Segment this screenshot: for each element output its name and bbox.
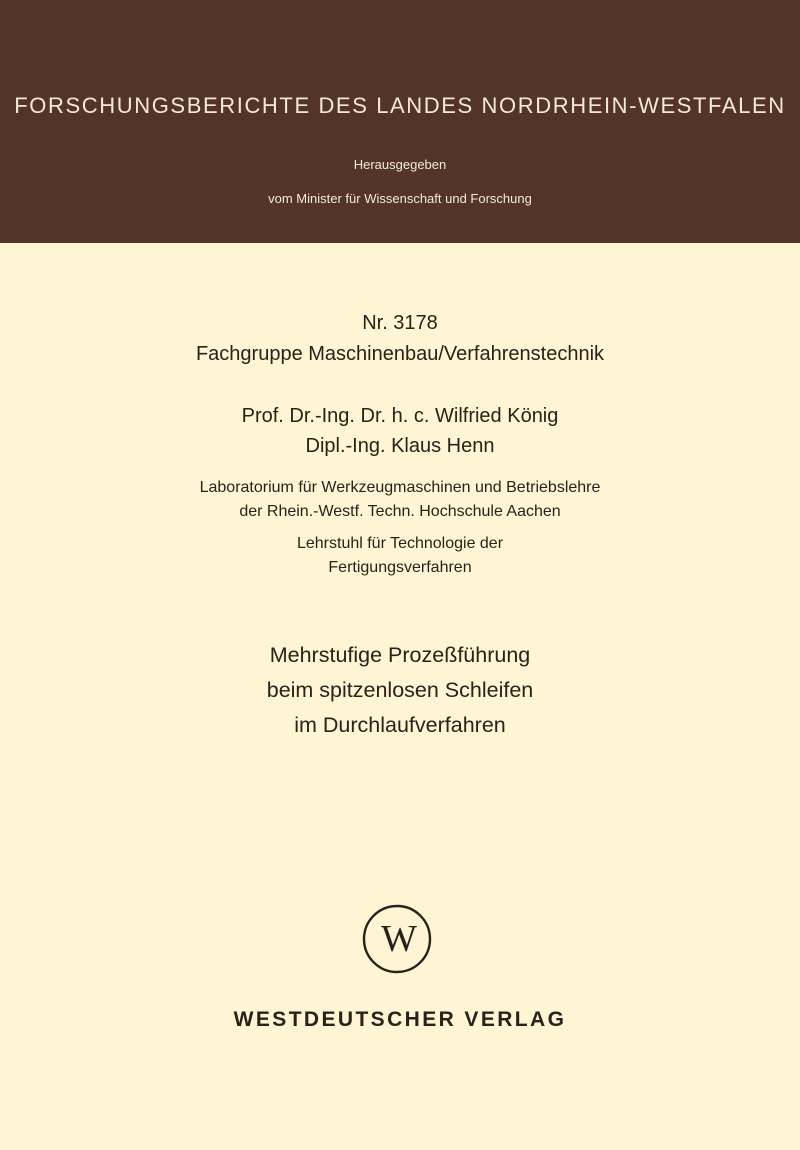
series-banner (0, 0, 800, 243)
author-2: Dipl.-Ing. Klaus Henn (305, 435, 495, 457)
chair-line-2: Fertigungsverfahren (328, 559, 472, 576)
issuer-line: vom Minister für Wissenschaft und Forschung (268, 191, 532, 206)
title-line-3: im Durchlaufverfahren (294, 713, 506, 737)
issued-by-label: Herausgegeben (353, 157, 447, 172)
chair-line-1: Lehrstuhl für Technologie der (296, 535, 504, 552)
publisher-name: WESTDEUTSCHER VERLAG (233, 1008, 567, 1031)
report-number: Nr. 3178 (362, 312, 438, 334)
lab-line-2: der Rhein.-Westf. Techn. Hochschule Aachen (239, 503, 561, 520)
lab-line-1: Laboratorium für Werkzeugmaschinen und Betriebslehre (199, 479, 601, 496)
author-1: Prof. Dr.-Ing. Dr. h. c. Wilfried König (241, 405, 559, 427)
subject-group: Fachgruppe Maschinenbau/Verfahrenstechnik (195, 343, 605, 365)
title-line-2: beim spitzenlosen Schleifen (266, 678, 534, 702)
logo-letter: W (381, 918, 413, 960)
publisher-logo (362, 904, 432, 974)
series-title: FORSCHUNGSBERICHTE DES LANDES NORDRHEIN-WESTFALEN (14, 93, 786, 118)
title-line-1: Mehrstufige Prozeßführung (269, 643, 531, 667)
